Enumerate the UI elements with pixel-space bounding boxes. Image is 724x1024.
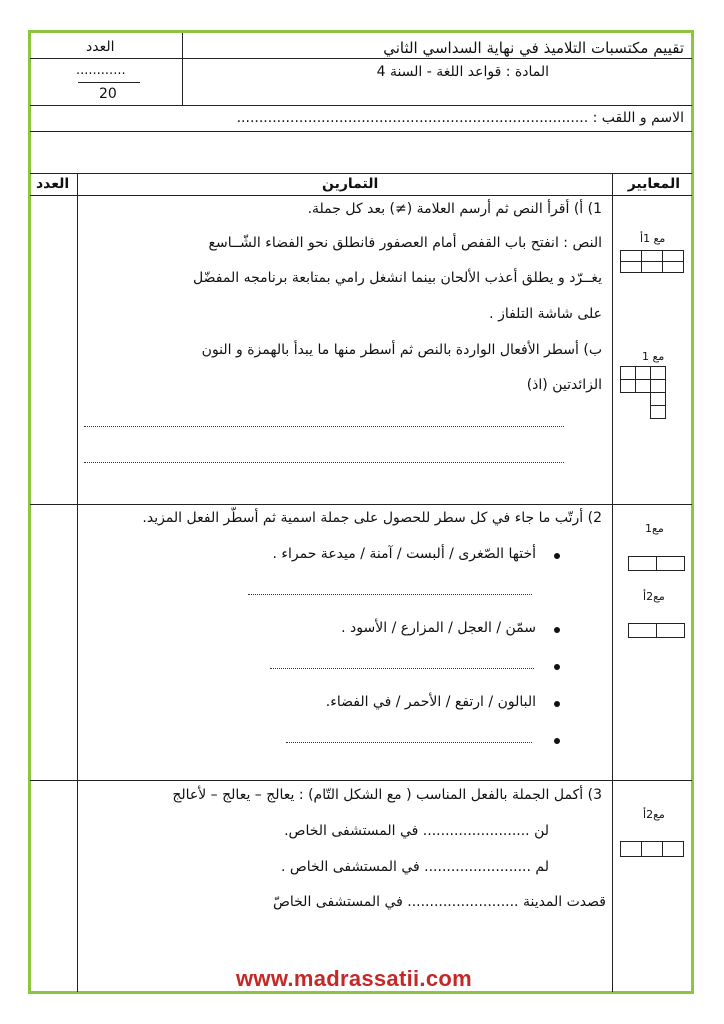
row-divider-1 — [30, 504, 692, 505]
score-box[interactable] — [620, 366, 636, 380]
criterion-label: مع2أ — [643, 590, 665, 603]
answer-line[interactable] — [84, 426, 564, 427]
exercise-1-text-line-3: على شاشة التلفاز . — [489, 306, 602, 322]
score-box[interactable] — [662, 261, 684, 273]
exercise-1b-line-2: الزائدتين (اذ) — [526, 377, 602, 393]
answer-line[interactable] — [84, 462, 564, 463]
subject-line: المادة : قواعد اللغة - السنة 4 — [376, 64, 549, 80]
bullet — [554, 627, 560, 633]
criteria-column-header: المعايير — [627, 176, 680, 192]
exercise-2-instruction: 2) أرتّب ما جاء في كل سطر للحصول على جملة اسمية ثم أسطّر الفعل المزيد. — [142, 510, 602, 526]
grade-fraction-bar — [78, 82, 140, 83]
exercise-1b-line-1: ب) أسطر الأفعال الواردة بالنص ثم أسطر منها ما يبدأ بالهمزة و النون — [201, 342, 602, 358]
score-box[interactable] — [635, 366, 651, 380]
table-top-rule — [30, 173, 692, 174]
exercise-3-line-1: لن ........................ في المستشفى الخاص. — [284, 823, 549, 839]
score-box[interactable] — [656, 623, 685, 638]
row-divider-2 — [30, 780, 692, 781]
score-box[interactable] — [650, 379, 666, 393]
header-bottom-rule — [30, 105, 692, 106]
criterion-label: مع 1 — [642, 350, 665, 363]
table-header-rule — [30, 195, 692, 196]
site-watermark: www.madrassatii.com — [236, 966, 472, 991]
score-box[interactable] — [656, 556, 685, 571]
score-box[interactable] — [650, 366, 666, 380]
bullet — [554, 664, 560, 670]
exercise-2-item-1: أختها الصّغرى / ألبست / آمنة / ميدعة حمراء . — [272, 546, 536, 562]
page-title: تقييم مكتسبات التلاميذ في نهاية السداسي الثاني — [383, 39, 684, 57]
answer-line[interactable] — [248, 594, 532, 595]
exercise-2-item-2: سمّن / العجل / المزارع / الأسود . — [341, 620, 536, 636]
exercise-1-instruction: 1) أ) أقرأ النص ثم أرسم العلامة (≠) بعد كل جملة. — [307, 201, 602, 217]
exercise-3-line-3: قصدت المدينة ......................... في المستشفى الخاصّ — [272, 894, 606, 910]
criterion-label: مع 1أ — [640, 232, 666, 245]
exercise-2-item-3: البالون / ارتفع / الأحمر / في الفضاء. — [325, 694, 536, 710]
score-box[interactable] — [662, 841, 684, 857]
score-box[interactable] — [628, 556, 657, 571]
criterion-label: مع2أ — [643, 808, 665, 821]
exercise-3-instruction: 3) أكمل الجملة بالفعل المناسب ( مع الشكل التّام) : يعالج – يعالج – لأعالج — [172, 787, 602, 803]
exercises-column-header: التمارين — [322, 176, 379, 192]
score-box[interactable] — [650, 405, 666, 419]
score-box[interactable] — [635, 379, 651, 393]
grade-label: العدد — [86, 39, 115, 55]
exercise-1-text-line-2: يغــرّد و يطلق أعذب الألحان بينما انشغل رامي بمتابعة برنامجه المفضّل — [193, 270, 602, 286]
criteria-column-divider — [612, 173, 613, 992]
bullet — [554, 701, 560, 707]
score-column-header: العدد — [36, 176, 70, 192]
score-box[interactable] — [620, 379, 636, 393]
exercise-1-text-line-1: النص : انفتح باب القفص أمام العصفور فانطلق نحو الفضاء الشّــاسع — [208, 235, 602, 251]
score-box[interactable] — [628, 623, 657, 638]
answer-line[interactable] — [286, 742, 532, 743]
score-box[interactable] — [641, 261, 663, 273]
grade-total: 20 — [99, 86, 117, 102]
header-vertical-divider — [182, 33, 183, 105]
exercise-3-line-2: لم ........................ في المستشفى الخاص . — [280, 859, 549, 875]
score-box[interactable] — [620, 261, 642, 273]
answer-line[interactable] — [270, 668, 534, 669]
score-box[interactable] — [641, 841, 663, 857]
grade-blank: ............ — [76, 63, 126, 78]
bullet — [554, 553, 560, 559]
name-line-rule — [30, 131, 692, 132]
bullet — [554, 738, 560, 744]
student-name-line: الاسم و اللقب : ............................................................................... — [236, 110, 684, 126]
criterion-label: مع1 — [645, 522, 664, 535]
score-box[interactable] — [620, 841, 642, 857]
score-box[interactable] — [650, 392, 666, 406]
header-divider — [30, 58, 692, 59]
score-column-divider — [77, 173, 78, 992]
